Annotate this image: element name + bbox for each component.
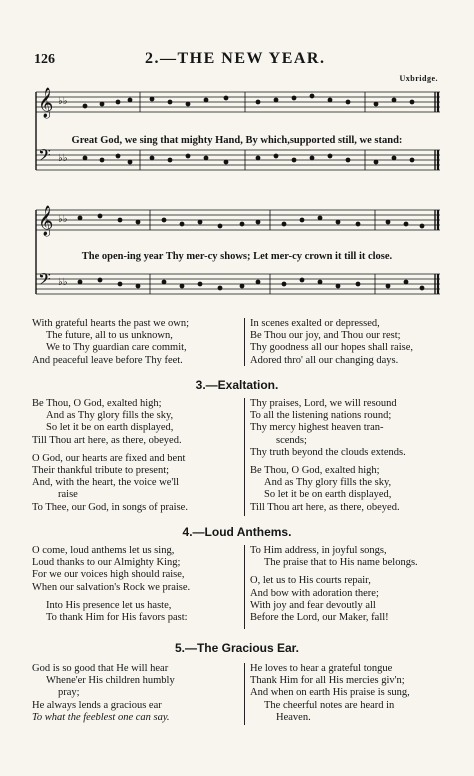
music-staves-1 bbox=[30, 84, 444, 184]
verse-line: To thank Him for His favors past: bbox=[46, 612, 188, 624]
verse-line: He loves to hear a grateful tongue bbox=[250, 663, 393, 674]
verse-line: pray; bbox=[58, 687, 80, 699]
verse-line: Thank Him for all His mercies giv'n; bbox=[250, 675, 405, 687]
hymn-title: 2.—THE NEW YEAR. bbox=[145, 50, 326, 67]
verse-line: Thy truth beyond the clouds extends. bbox=[250, 446, 406, 458]
verse-line: To what the feeblest one can say. bbox=[32, 711, 170, 723]
svg-text:♭♭: ♭♭ bbox=[58, 277, 68, 288]
verse-line: God is so good that He will hear bbox=[32, 663, 169, 674]
verse-line: When our salvation's Rock we praise. bbox=[32, 581, 191, 593]
hymn5-left-column bbox=[32, 663, 175, 724]
verse-line: So let it be on earth displayed, bbox=[264, 489, 392, 501]
verse-line: To Him address, in joyful songs, bbox=[250, 545, 387, 556]
verse-line: We to Thy guardian care commit, bbox=[46, 342, 187, 354]
hymn3-title: 3.—Exaltation. bbox=[195, 378, 279, 392]
verse-line: With joy and fear devoutly all bbox=[250, 599, 376, 611]
verse-line: Thy praises, Lord, we will resound bbox=[250, 398, 397, 409]
verse-line: And as Thy glory fills the sky, bbox=[46, 410, 174, 422]
hymn5-right-column bbox=[250, 663, 410, 724]
hymn5-title: 5.—The Gracious Ear. bbox=[174, 641, 300, 655]
hymn4-left-column bbox=[32, 545, 190, 624]
verse-line: The praise that to His name belongs. bbox=[264, 557, 418, 569]
verse-line: And as Thy glory fills the sky, bbox=[264, 477, 392, 489]
verse-line: So let it be on earth displayed, bbox=[46, 422, 174, 434]
verse-line: Before the Lord, our Maker, fall! bbox=[250, 612, 389, 624]
verse-line: For we our voices high should raise, bbox=[32, 569, 185, 581]
verse-line: Heaven. bbox=[276, 711, 311, 723]
column-divider bbox=[244, 663, 245, 725]
verse-line: O, let us to His courts repair, bbox=[250, 575, 371, 587]
verse-line: Into His presence let us haste, bbox=[46, 599, 172, 611]
verse-line: Thy mercy highest heaven tran- bbox=[250, 422, 384, 434]
verse-line: To all the listening nations round; bbox=[250, 410, 392, 422]
hymn3-right-column bbox=[250, 398, 406, 514]
verse-line: O God, our hearts are fixed and bent bbox=[32, 452, 186, 464]
svg-text:♭♭: ♭♭ bbox=[58, 153, 68, 164]
music-system-1 bbox=[30, 84, 444, 184]
verse-line: Whene'er His children humbly bbox=[46, 675, 175, 687]
svg-text:♭♭: ♭♭ bbox=[58, 214, 68, 225]
page-number: 126 bbox=[34, 52, 55, 67]
column-divider bbox=[244, 545, 245, 629]
verse-line: And when on earth His praise is sung, bbox=[250, 687, 410, 699]
verse-line: In scenes exalted or depressed, bbox=[250, 318, 380, 329]
column-divider bbox=[244, 398, 245, 516]
hymn3-left-column bbox=[32, 398, 188, 514]
verse-line: O come, loud anthems let us sing, bbox=[32, 545, 175, 556]
hymn2-left-column bbox=[32, 318, 189, 367]
lyrics-line-2: The open-ing year Thy mer-cy shows; Let mer-cy crown it till it close. bbox=[81, 251, 393, 262]
verse-line: Their thankful tribute to present; bbox=[32, 465, 170, 477]
verse-line: The cheerful notes are heard in bbox=[264, 699, 395, 711]
hymn4-title: 4.—Loud Anthems. bbox=[182, 525, 292, 539]
verse-line: The future, all to us unknown, bbox=[46, 330, 173, 342]
verse-line: To Thee, our God, in songs of praise. bbox=[32, 501, 188, 513]
verse-line: And, with the heart, the voice we'll bbox=[32, 477, 180, 489]
verse-line: Be Thou, O God, exalted high; bbox=[250, 465, 380, 477]
verse-line: Be Thou, O God, exalted high; bbox=[32, 398, 162, 409]
svg-text:♭♭: ♭♭ bbox=[58, 96, 68, 107]
verse-line: Till Thou art here, as there, obeyed. bbox=[250, 501, 400, 513]
svg-text:𝄢: 𝄢 bbox=[38, 145, 51, 169]
hymn4-right-column bbox=[250, 545, 418, 624]
music-system-2 bbox=[30, 202, 444, 310]
hymn2-right-column bbox=[250, 318, 413, 367]
svg-text:𝄞: 𝄞 bbox=[38, 206, 54, 236]
svg-text:𝄢: 𝄢 bbox=[38, 269, 51, 293]
tune-name: Uxbridge. bbox=[399, 74, 438, 83]
lyrics-line-1: Great God, we sing that mighty Hand, By which,supported still, we stand: bbox=[71, 135, 403, 146]
verse-line: And peaceful leave before Thy feet. bbox=[32, 354, 183, 366]
verse-line: He always lends a gracious ear bbox=[32, 699, 162, 711]
verse-line: Till Thou art here, as there, obeyed. bbox=[32, 434, 182, 446]
verse-line: And bow with adoration there; bbox=[250, 587, 379, 599]
verse-line: Thy goodness all our hopes shall raise, bbox=[250, 342, 414, 354]
verse-line: raise bbox=[58, 489, 78, 501]
column-divider bbox=[244, 318, 245, 366]
svg-text:𝄞: 𝄞 bbox=[38, 88, 54, 118]
verse-line: Be Thou our joy, and Thou our rest; bbox=[250, 330, 401, 342]
verse-line: With grateful hearts the past we own; bbox=[32, 318, 190, 329]
verse-line: Adored thro' all our changing days. bbox=[250, 354, 399, 366]
verse-line: scends; bbox=[276, 434, 307, 446]
verse-line: Loud thanks to our Almighty King; bbox=[32, 557, 181, 569]
